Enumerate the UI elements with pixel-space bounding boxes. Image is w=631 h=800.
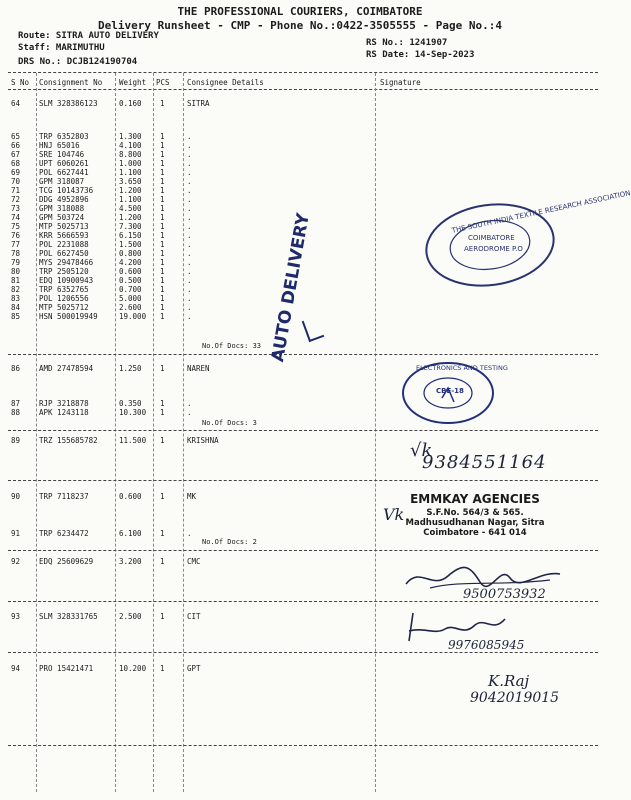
row-consignee-ditto: . <box>187 231 192 240</box>
row-sno: 90 <box>11 492 21 501</box>
row-pcs: 1 <box>160 249 165 258</box>
runsheet-subtitle: Delivery Runsheet - CMP - Phone No.:0422-3505555 - Page No.:4 <box>98 19 502 32</box>
stamp-org-name: THE SOUTH INDIA TEXTILE RESEARCH ASSOCIATION <box>451 189 631 235</box>
row-sno: 64 <box>11 99 21 108</box>
row-consignee-ditto: . <box>187 204 192 213</box>
row-sno: 71 <box>11 186 21 195</box>
group-separator <box>8 354 598 355</box>
col-header-pcs: PCS <box>156 78 170 87</box>
row-pcs: 1 <box>160 664 165 673</box>
no-of-docs: No.Of Docs: 2 <box>202 538 257 546</box>
krishna-signature: √k <box>410 440 433 461</box>
col-header-signature: Signature <box>380 78 421 87</box>
row-consignee-ditto: . <box>187 399 192 408</box>
row-pcs: 1 <box>160 150 165 159</box>
row-sno: 83 <box>11 294 21 303</box>
row-consignee-ditto: . <box>187 132 192 141</box>
row-consignee: NAREN <box>187 364 210 373</box>
row-sno: 75 <box>11 222 21 231</box>
row-consignment-no: MTP 5025713 <box>39 222 89 231</box>
row-consignee-ditto: . <box>187 529 192 538</box>
column-divider <box>375 73 376 792</box>
row-pcs: 1 <box>160 99 165 108</box>
row-weight: 10.300 <box>119 408 147 417</box>
row-consignment-no: TCG 10143736 <box>39 186 94 195</box>
no-of-docs: No.Of Docs: 3 <box>202 419 257 427</box>
row-weight: 4.200 <box>119 258 142 267</box>
row-sno: 76 <box>11 231 21 240</box>
row-pcs: 1 <box>160 132 165 141</box>
row-consignment-no: HSN 500019949 <box>39 312 98 321</box>
cit-phone: 9976085945 <box>448 638 525 652</box>
row-sno: 93 <box>11 612 21 621</box>
table-bottom-border <box>8 745 598 746</box>
row-consignment-no: APK 1243118 <box>39 408 89 417</box>
row-weight: 8.800 <box>119 150 142 159</box>
row-consignment-no: TRP 7118237 <box>39 492 89 501</box>
row-consignee-ditto: . <box>187 150 192 159</box>
group-separator <box>8 430 598 431</box>
row-consignee-ditto: . <box>187 408 192 417</box>
mk-signature: Vk <box>383 505 405 524</box>
row-weight: 0.600 <box>119 267 142 276</box>
row-consignee-ditto: . <box>187 276 192 285</box>
row-sno: 92 <box>11 557 21 566</box>
row-consignee: MK <box>187 492 197 501</box>
row-weight: 1.200 <box>119 213 142 222</box>
col-header-sno: S No <box>11 78 30 87</box>
row-consignment-no: EDQ 25609629 <box>39 557 94 566</box>
row-consignee-ditto: . <box>187 249 192 258</box>
row-consignee-ditto: . <box>187 258 192 267</box>
row-consignment-no: SLM 328331765 <box>39 612 98 621</box>
row-weight: 3.200 <box>119 557 142 566</box>
row-consignee-ditto: . <box>187 186 192 195</box>
row-weight: 5.000 <box>119 294 142 303</box>
row-weight: 0.160 <box>119 99 142 108</box>
row-consignee: GPT <box>187 664 201 673</box>
emmkay-name: EMMKAY AGENCIES <box>410 492 540 506</box>
row-consignee: CIT <box>187 612 201 621</box>
row-consignment-no: EDQ 10900943 <box>39 276 94 285</box>
row-consignment-no: KRR 5666593 <box>39 231 89 240</box>
row-weight: 1.300 <box>119 132 142 141</box>
row-sno: 88 <box>11 408 21 417</box>
emmkay-area: Madhusudhanan Nagar, Sitra <box>405 518 545 528</box>
row-consignment-no: UPT 6060261 <box>39 159 89 168</box>
runsheet-title: THE PROFESSIONAL COURIERS, COIMBATORE <box>177 5 423 18</box>
row-sno: 67 <box>11 150 21 159</box>
table-top-border <box>8 72 598 73</box>
row-consignment-no: MYS 29478466 <box>39 258 94 267</box>
row-consignment-no: MTP 5025712 <box>39 303 89 312</box>
rs-date: RS Date: 14-Sep-2023 <box>366 50 475 60</box>
row-weight: 1.200 <box>119 186 142 195</box>
row-consignee-ditto: . <box>187 285 192 294</box>
row-consignment-no: POL 2231088 <box>39 240 89 249</box>
row-sno: 74 <box>11 213 21 222</box>
naren-stamp-code: CBE-18 <box>436 387 464 395</box>
stamp-city: COIMBATORE <box>468 234 515 242</box>
row-consignment-no: HNJ 65016 <box>39 141 80 150</box>
row-consignee-ditto: . <box>187 267 192 276</box>
row-sno: 78 <box>11 249 21 258</box>
row-sno: 94 <box>11 664 21 673</box>
row-pcs: 1 <box>160 177 165 186</box>
row-sno: 91 <box>11 529 21 538</box>
group-separator <box>8 480 598 481</box>
row-consignment-no: SRE 104746 <box>39 150 85 159</box>
row-consignment-no: POL 6627450 <box>39 249 89 258</box>
row-pcs: 1 <box>160 204 165 213</box>
row-sno: 89 <box>11 436 21 445</box>
sitra-stamp <box>420 189 631 294</box>
row-pcs: 1 <box>160 408 165 417</box>
row-consignment-no: TRP 6352765 <box>39 285 89 294</box>
row-consignment-no: PRO 15421471 <box>39 664 94 673</box>
row-consignment-no: TRP 2505120 <box>39 267 89 276</box>
column-divider <box>36 73 37 792</box>
row-sno: 65 <box>11 132 21 141</box>
row-consignment-no: TRZ 155685782 <box>39 436 98 445</box>
row-consignee-ditto: . <box>187 159 192 168</box>
row-weight: 1.100 <box>119 168 142 177</box>
row-sno: 70 <box>11 177 21 186</box>
row-sno: 85 <box>11 312 21 321</box>
row-consignee-ditto: . <box>187 195 192 204</box>
row-consignee-ditto: . <box>187 222 192 231</box>
row-sno: 66 <box>11 141 21 150</box>
column-divider <box>153 73 154 792</box>
cmc-phone: 9500753932 <box>463 587 546 602</box>
row-pcs: 1 <box>160 285 165 294</box>
row-consignee-ditto: . <box>187 303 192 312</box>
row-consignee-ditto: . <box>187 177 192 186</box>
row-sno: 80 <box>11 267 21 276</box>
row-sno: 82 <box>11 285 21 294</box>
auto-delivery-stamp: AUTO DELIVERY <box>268 211 314 364</box>
row-consignment-no: GPM 318087 <box>39 177 85 186</box>
row-pcs: 1 <box>160 240 165 249</box>
row-consignment-no: TRP 6352803 <box>39 132 89 141</box>
row-sno: 84 <box>11 303 21 312</box>
row-weight: 3.650 <box>119 177 142 186</box>
row-weight: 0.800 <box>119 249 142 258</box>
row-weight: 2.500 <box>119 612 142 621</box>
row-pcs: 1 <box>160 364 165 373</box>
route-label: Route: SITRA AUTO DELIVERY <box>18 31 159 41</box>
emmkay-sfno: S.F.No. 564/3 & 565. <box>426 508 524 518</box>
row-pcs: 1 <box>160 159 165 168</box>
col-header-weight: Weight <box>119 78 147 87</box>
row-weight: 4.500 <box>119 204 142 213</box>
naren-stamp-text: ELECTRONICS AND TESTING <box>416 364 508 372</box>
row-pcs: 1 <box>160 141 165 150</box>
row-consignment-no: SLM 328386123 <box>39 99 98 108</box>
row-consignee-ditto: . <box>187 213 192 222</box>
row-consignment-no: POL 6627441 <box>39 168 89 177</box>
row-consignment-no: POL 1206556 <box>39 294 89 303</box>
row-consignee: SITRA <box>187 99 210 108</box>
gpt-phone: 9042019015 <box>470 690 560 706</box>
col-header-consignment: Consignment No <box>39 78 103 87</box>
row-consignee-ditto: . <box>187 294 192 303</box>
row-pcs: 1 <box>160 436 165 445</box>
row-sno: 72 <box>11 195 21 204</box>
rs-number: RS No.: 1241907 <box>366 38 448 48</box>
row-weight: 19.000 <box>119 312 147 321</box>
row-consignee: KRISHNA <box>187 436 219 445</box>
row-weight: 1.250 <box>119 364 142 373</box>
emmkay-city: Coimbatore - 641 014 <box>423 528 527 538</box>
row-consignment-no: GPM 503724 <box>39 213 85 222</box>
row-pcs: 1 <box>160 529 165 538</box>
group-separator <box>8 550 598 551</box>
row-consignee: CMC <box>187 557 201 566</box>
row-weight: 10.200 <box>119 664 147 673</box>
row-consignment-no: GPM 318088 <box>39 204 85 213</box>
row-consignee-ditto: . <box>187 141 192 150</box>
row-pcs: 1 <box>160 186 165 195</box>
row-sno: 73 <box>11 204 21 213</box>
row-consignment-no: AMD 27478594 <box>39 364 94 373</box>
no-of-docs: No.Of Docs: 33 <box>202 342 262 350</box>
row-consignment-no: DDG 4952896 <box>39 195 89 204</box>
row-pcs: 1 <box>160 312 165 321</box>
row-weight: 0.700 <box>119 285 142 294</box>
row-weight: 0.500 <box>119 276 142 285</box>
delivery-arrow-mark <box>302 316 325 342</box>
row-sno: 68 <box>11 159 21 168</box>
stamp-po: AERODROME P.O <box>464 245 523 253</box>
row-consignee-ditto: . <box>187 168 192 177</box>
row-pcs: 1 <box>160 195 165 204</box>
row-weight: 2.600 <box>119 303 142 312</box>
row-pcs: 1 <box>160 267 165 276</box>
row-weight: 0.600 <box>119 492 142 501</box>
row-weight: 6.100 <box>119 529 142 538</box>
row-consignee-ditto: . <box>187 312 192 321</box>
row-pcs: 1 <box>160 612 165 621</box>
row-sno: 79 <box>11 258 21 267</box>
row-pcs: 1 <box>160 168 165 177</box>
row-weight: 1.100 <box>119 195 142 204</box>
row-weight: 1.500 <box>119 240 142 249</box>
naren-stamp <box>398 358 508 432</box>
row-sno: 87 <box>11 399 21 408</box>
row-consignment-no: TRP 6234472 <box>39 529 89 538</box>
row-pcs: 1 <box>160 557 165 566</box>
row-pcs: 1 <box>160 258 165 267</box>
row-weight: 1.000 <box>119 159 142 168</box>
row-pcs: 1 <box>160 492 165 501</box>
group-separator <box>8 652 598 653</box>
row-pcs: 1 <box>160 399 165 408</box>
row-pcs: 1 <box>160 213 165 222</box>
col-header-consignee: Consignee Details <box>187 78 264 87</box>
row-sno: 81 <box>11 276 21 285</box>
header-bottom-border <box>8 89 598 90</box>
drs-number: DRS No.: DCJB124190704 <box>18 57 138 67</box>
row-sno: 77 <box>11 240 21 249</box>
column-divider <box>115 73 116 792</box>
row-pcs: 1 <box>160 303 165 312</box>
row-weight: 6.150 <box>119 231 142 240</box>
emmkay-stamp <box>385 492 565 538</box>
row-weight: 4.100 <box>119 141 142 150</box>
row-weight: 7.300 <box>119 222 142 231</box>
row-sno: 86 <box>11 364 21 373</box>
row-pcs: 1 <box>160 222 165 231</box>
row-consignee-ditto: . <box>187 240 192 249</box>
row-sno: 69 <box>11 168 21 177</box>
krishna-phone: 9384551164 <box>422 452 547 473</box>
gpt-signature-name: K.Raj <box>488 672 530 690</box>
column-divider <box>183 73 184 792</box>
row-weight: 11.500 <box>119 436 147 445</box>
row-weight: 0.350 <box>119 399 142 408</box>
staff-label: Staff: MARIMUTHU <box>18 43 105 53</box>
row-pcs: 1 <box>160 276 165 285</box>
row-pcs: 1 <box>160 294 165 303</box>
row-pcs: 1 <box>160 231 165 240</box>
row-consignment-no: RJP 3218878 <box>39 399 89 408</box>
